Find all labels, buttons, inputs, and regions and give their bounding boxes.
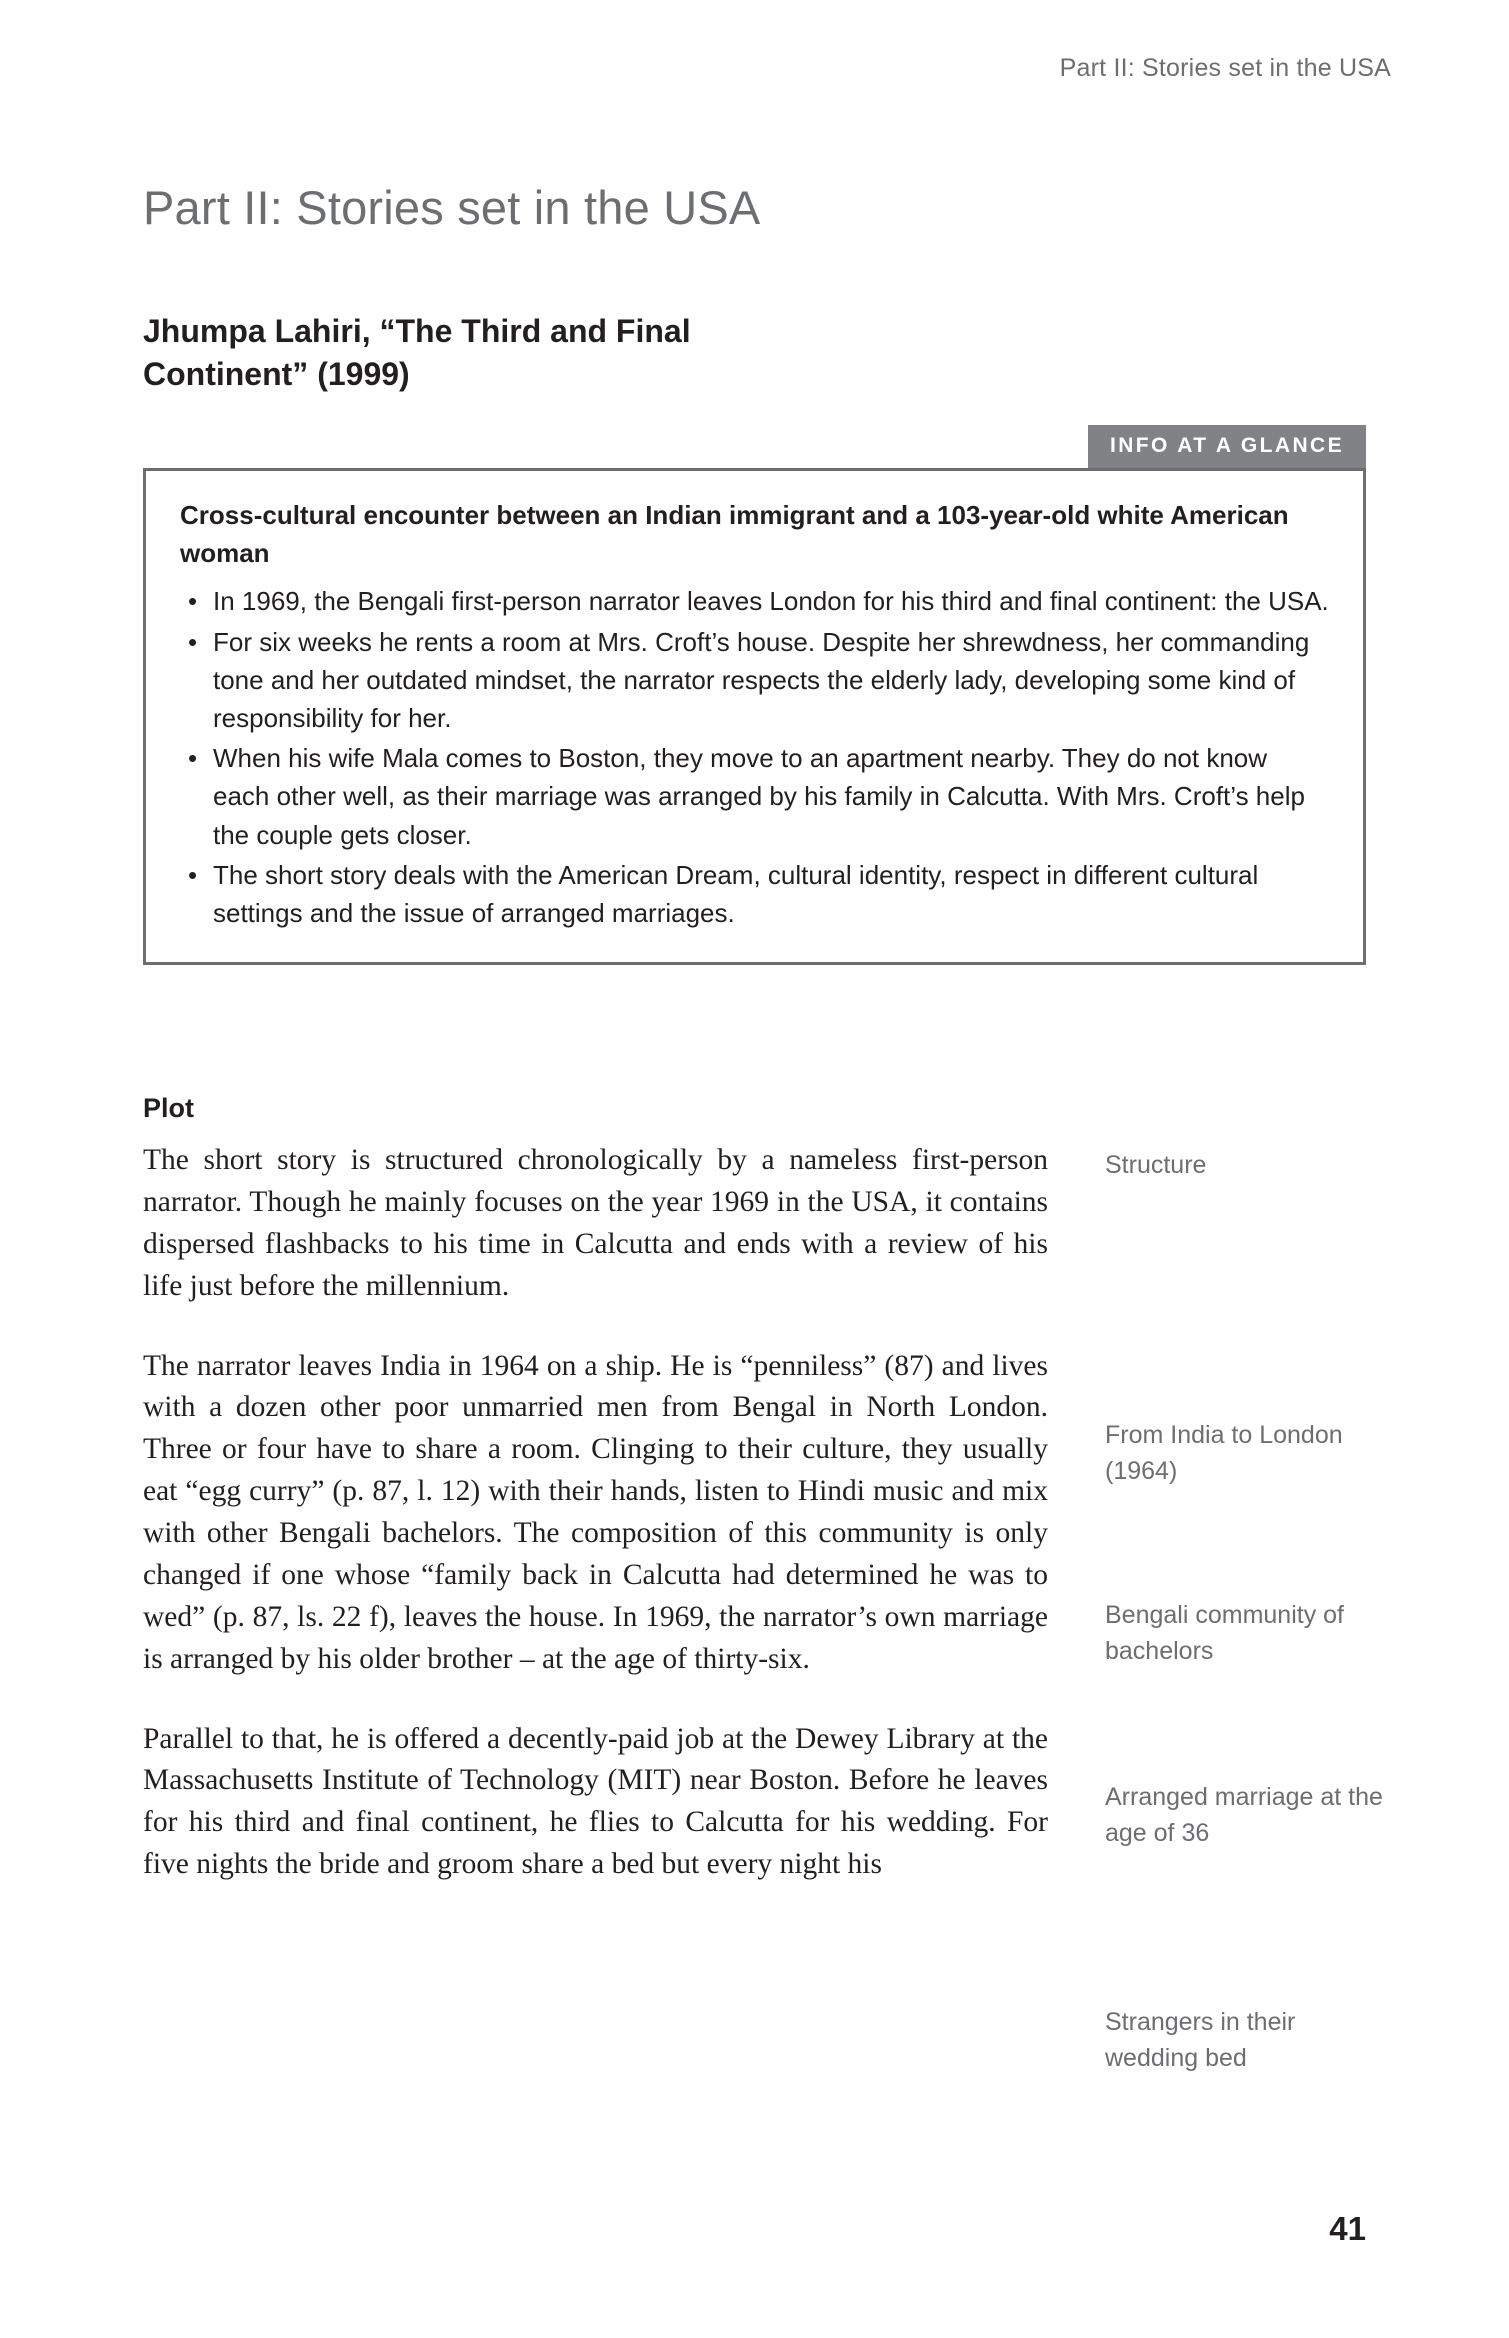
list-item-text: When his wife Mala comes to Boston, they move to an apartment nearby. They do not know each other well, as their marriage was arranged by his family in Calcutta. With Mrs. Croft’s help the couple gets closer. [213,743,1305,850]
list-item-text: In 1969, the Bengali first-person narrator leaves London for his third and final continent: the USA. [213,586,1329,617]
chapter-title: Jhumpa Lahiri, “The Third and Final Continent” (1999) [143,313,691,393]
bullet-icon: • [188,626,198,657]
section-heading-plot: Plot [143,1093,194,1123]
margin-note: Arranged marriage at the age of 36 [1105,1783,1383,1847]
glance-lead-text: Cross-cultural encounter between an Indian immigrant and a 103-year-old white American woman [180,500,1289,568]
info-at-a-glance-box [143,468,1366,965]
paragraph: The narrator leaves India in 1964 on a ship. He is “penniless” (87) and lives with a dozen other poor unmarried men from Bengal in North London. Three or four have to share a room. Clinging to their culture, they usually eat “egg curry” (p. 87, l. 12) with their hands, listen to Hindi music and mix with other Bengali bachelors. The composition of this community is only changed if one whose “family back in Calcutta had determined he was to wed” (p. 87, ls. 22 f), leaves the house. In 1969, the narrator’s own marriage is arranged by his older brother – at the age of thirty-six. [143,1349,1048,1675]
margin-note: Bengali community of bachelors [1105,1601,1345,1665]
list-item [180,582,1329,620]
list-item [180,623,1329,738]
bullet-icon: • [188,586,198,617]
bullet-icon: • [188,859,198,890]
body-text-column [143,1140,1048,1886]
margin-note: Structure [1105,1151,1207,1179]
margin-note: Strangers in their wedding bed [1105,2008,1296,2072]
running-header: Part II: Stories set in the USA [1059,54,1391,82]
bullet-icon: • [188,743,198,774]
list-item-text: For six weeks he rents a room at Mrs. Croft’s house. Despite her shrewdness, her commanding tone and her outdated mindset, the narrator respects the elderly lady, developing some kind of responsibility for her. [213,626,1310,734]
list-item-text: The short story deals with the American Dream, cultural identity, respect in different cultural settings and the issue of arranged marriages. [213,859,1259,929]
margin-note: From India to London (1964) [1105,1421,1343,1485]
part-title: Part II: Stories set in the USA [143,181,761,234]
list-item [180,856,1329,932]
glance-bullet-list [180,582,1329,932]
page-number: 41 [1329,2210,1366,2247]
paragraph: Parallel to that, he is offered a decently-paid job at the Dewey Library at the Massachusetts Institute of Technology (MIT) near Boston. Before he leaves for his third and final continent, he flies to Calcutta for his wedding. For five nights the bride and groom share a bed but every night his [143,1722,1048,1881]
paragraph: The short story is structured chronologically by a nameless first-person narrator. Though he mainly focuses on the year 1969 in the USA, it contains dispersed flashbacks to his time in Calcutta and ends with a review of his life just before the millennium. [143,1144,1048,1302]
info-at-a-glance-tag: INFO AT A GLANCE [1088,425,1366,468]
list-item [180,739,1329,854]
